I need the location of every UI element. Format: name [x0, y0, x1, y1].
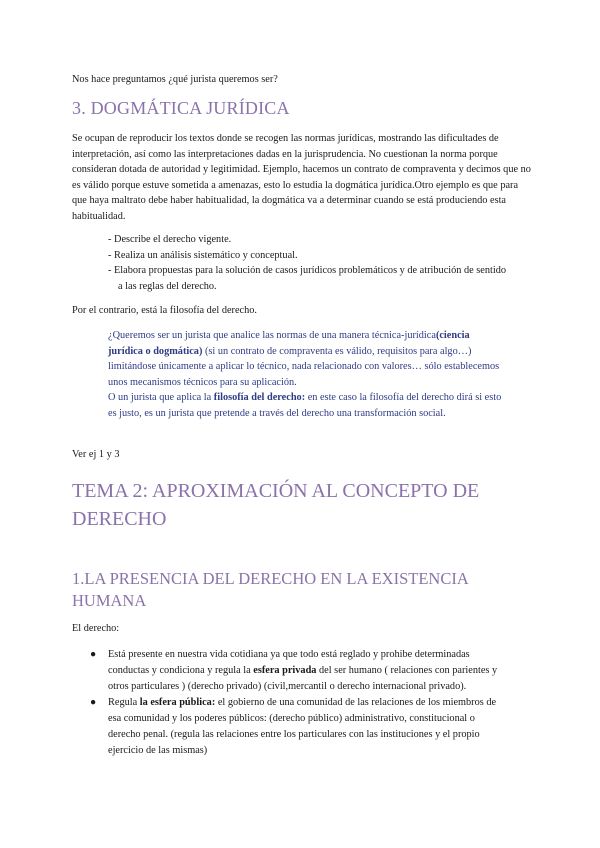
derecho-label: El derecho:	[72, 623, 120, 634]
quote-text: ¿Queremos ser un jurista que analice las normas de una manera técnica-jurídica	[108, 330, 436, 341]
bullet-text: Regula	[108, 697, 140, 708]
list-item	[90, 695, 510, 759]
intro-line: Nos hace preguntamos ¿qué jurista queremos ser?	[72, 74, 278, 85]
bullet-icon: ●	[90, 697, 97, 708]
list-item: - Realiza un análisis sistemático y conceptual.	[108, 249, 298, 261]
quote-text: en este caso la filosofía del derecho dirá si esto es justo, es un jurista que pretende a través del derecho una transformación social.	[108, 392, 502, 419]
bullet-bold-text: la esfera pública:	[139, 697, 216, 708]
bullet-text: el gobierno de una comunidad de las relaciones de los miembros de esa comunidad y los poderes públicos: (derecho público) administrativo, constitucional o derecho penal. (regula las relaciones entre los particulares con las instituciones y el propio ejercicio de las mismas)	[108, 697, 497, 756]
ver-line: Ver ej 1 y 3	[72, 449, 120, 460]
bullet-icon: ●	[90, 649, 97, 660]
contrast-line: Por el contrario, está la filosofía del derecho.	[72, 305, 257, 316]
bullet-bold-text: esfera privada	[253, 665, 317, 676]
section3-paragraph: Se ocupan de reproducir los textos donde se recogen las normas jurídicas, mostrando las dificultades de interpretación, así como las interpretaciones dadas en la jurisprudencia. No cuestionan la norma porque consideran dotada de autoridad y legitimidad. Ejemplo, hacemos un contrato de compraventa y decimos que no es válido porque estuve sometida a amenazas, esto lo estudia la dogmática jurídica.Otro ejemplo es que para que haya maltrato debe haber habitualidad, la dogmática va a determinar cuando se está produciendo esta habitualidad.	[72, 133, 531, 222]
list-item	[90, 647, 510, 695]
quote-block	[108, 328, 504, 421]
dogmatica-list	[108, 232, 508, 294]
list-item: - Elabora propuestas para la solución de casos jurídicos problemáticos y de atribución de sentido a las reglas del derecho.	[108, 265, 507, 292]
section3-heading: 3. DOGMÁTICA JURÍDICA	[72, 98, 290, 118]
quote-bold-text: (ciencia jurídica o dogmática)	[108, 330, 470, 357]
quote-text: (si un contrato de compraventa es válido, requisitos para algo…) limitándose únicamente a aplicar lo técnico, nada relacionado con valores… sólo establecemos unos mecanismos técnicos para su aplicación.	[108, 345, 500, 388]
section1-heading: 1.LA PRESENCIA DEL DERECHO EN LA EXISTENCIA HUMANA	[72, 569, 468, 610]
list-item: - Describe el derecho vigente.	[108, 234, 232, 245]
bullet-text: Está presente en nuestra vida cotidiana ya que todo está reglado y prohibe determinadas conductas y condiciona y regula la	[108, 649, 470, 676]
quote-paragraph-2	[108, 390, 504, 421]
quote-paragraph-1	[108, 328, 504, 390]
derecho-bullets	[90, 647, 510, 759]
tema-heading: TEMA 2: APROXIMACIÓN AL CONCEPTO DE DERECHO	[72, 480, 480, 530]
bullet-text: del ser humano ( relaciones con parientes y otros particulares ) (derecho privado) (civil,mercantil o derecho internacional privado).	[108, 665, 498, 692]
quote-bold-text: filosofía del derecho:	[213, 392, 306, 403]
quote-text: O un jurista que aplica la	[108, 392, 214, 403]
